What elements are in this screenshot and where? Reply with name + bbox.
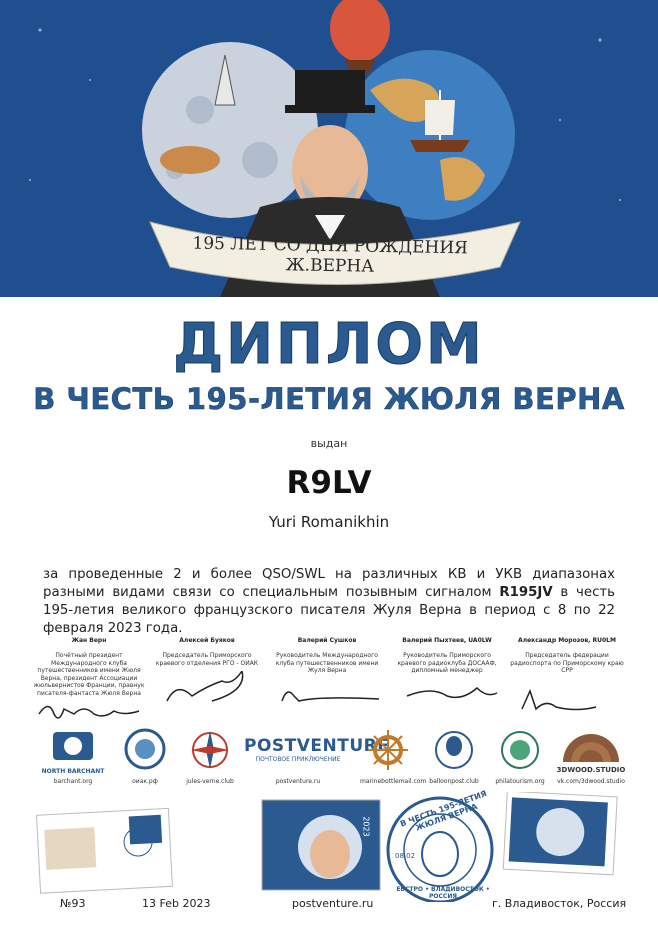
postmark-ring-bottom: ЕВСТРО • ВЛАДИВОСТОК • РОССИЯ bbox=[396, 886, 490, 900]
signer-role: Руководитель Приморского краевого радиоклуба ДОСААФ, дипломный менеджер bbox=[397, 652, 497, 674]
signer-name: Жан Верн bbox=[71, 637, 107, 644]
signatures-section bbox=[30, 637, 630, 727]
globe-emblem-icon bbox=[117, 728, 173, 772]
header-illustration bbox=[0, 0, 658, 297]
globe-traveler-icon bbox=[492, 728, 548, 772]
compass-rose-icon bbox=[182, 728, 238, 772]
logo-caption: jules-verne.club bbox=[186, 778, 234, 785]
stamp-year: 2023 bbox=[361, 816, 371, 837]
signature-image bbox=[272, 683, 382, 707]
logo-postventure bbox=[244, 736, 390, 790]
logo-subtitle: ПОЧТОВОЕ ПРИКЛЮЧЕНИЕ bbox=[255, 756, 341, 763]
signer-name: Александр Морозов, RU0LM bbox=[518, 637, 616, 644]
logo-3dwood-studio bbox=[556, 728, 626, 790]
logo-name: POSTVENTURE bbox=[244, 736, 390, 756]
crest-icon bbox=[40, 728, 106, 764]
issue-date: 13 Feb 2023 bbox=[142, 897, 211, 910]
signature-image bbox=[512, 687, 622, 715]
special-callsign: R195JV bbox=[499, 585, 553, 600]
issued-label: выдан bbox=[310, 437, 348, 450]
recipient-callsign: R9LV bbox=[286, 465, 372, 501]
signature-image bbox=[152, 671, 262, 711]
diploma-number: №93 bbox=[60, 897, 86, 910]
logo-caption: balloonpost.club bbox=[429, 778, 479, 785]
signer-name: Валерий Сушков bbox=[297, 637, 357, 644]
postmark-ring-text: В ЧЕСТЬ 195-ЛЕТИЯ ЖЮЛЯ ВЕРНА bbox=[398, 788, 488, 833]
signer-3 bbox=[268, 637, 386, 675]
logo-philatourism bbox=[492, 728, 548, 790]
stamp-side-text: POSTVENTURE.ru bbox=[246, 765, 256, 844]
footer-website: postventure.ru bbox=[292, 897, 374, 910]
body-part1: за проведенные 2 и более QSO/SWL на различных КВ и УКВ диапазонах разными видами связи со специальным позывным сигналом bbox=[43, 567, 615, 600]
logo-caption: philatourism.org bbox=[495, 778, 545, 785]
signature-image bbox=[392, 681, 502, 705]
partner-logos bbox=[0, 728, 658, 790]
body-part2: в честь 195-летия великого французского писателя Жуля Верна в период с 8 по 22 февраля 2023 года. bbox=[43, 585, 615, 636]
wood-rings-icon bbox=[556, 728, 626, 762]
logo-jules-verne-club bbox=[182, 728, 238, 790]
signer-name: Валерий Пыхтеев, UA0LW bbox=[402, 637, 492, 644]
signer-1 bbox=[30, 637, 148, 697]
signer-name: Алексей Буяков bbox=[179, 637, 235, 644]
signer-role: Руководитель Международного клуба путешественников имени Жуля Верна bbox=[275, 652, 379, 674]
logo-caption: barchant.org bbox=[53, 778, 93, 785]
postmark-date: 08.02 bbox=[395, 852, 416, 860]
signer-2 bbox=[148, 637, 266, 667]
signer-5 bbox=[508, 637, 626, 675]
recipient-name: Yuri Romanikhin bbox=[268, 513, 390, 531]
banner-ribbon-text: 195 ЛЕТ СО ДНЯ РОЖДЕНИЯ Ж.ВЕРНА bbox=[192, 233, 469, 277]
signer-role: Председатель федерации радиоспорта по Приморскому краю СРР bbox=[510, 652, 624, 674]
ship-wheel-icon bbox=[360, 728, 416, 772]
logo-marine-bottle-mail bbox=[360, 728, 427, 790]
balloon-emblem-icon bbox=[426, 728, 482, 772]
logo-caption: оиак.рф bbox=[132, 778, 158, 785]
diploma-title: ДИПЛОМ bbox=[173, 312, 485, 377]
footer-city: г. Владивосток, Россия bbox=[492, 897, 627, 910]
logo-name: 3DWOOD.STUDIO bbox=[556, 766, 626, 774]
envelopes-and-stamp-illustration bbox=[0, 792, 658, 902]
signer-4 bbox=[388, 637, 506, 675]
diploma-body-text bbox=[43, 566, 615, 638]
signer-role: Председатель Приморского краевого отделения РГО - ОИАК bbox=[155, 652, 259, 667]
logo-caption: vk.com/3dwood.studio bbox=[557, 778, 625, 785]
logo-balloon-post-club bbox=[426, 728, 482, 790]
signer-role: Почётный президент Международного клуба путешественников имени Жюля Верна, президент Ассоциации жюльвернистов Франции, правнук писателя-фантаста Жюля Верна bbox=[33, 652, 145, 697]
logo-oiak bbox=[117, 728, 173, 790]
signature-image bbox=[34, 699, 144, 723]
logo-caption: marinebottlemail.com bbox=[360, 778, 427, 785]
logo-caption: postventure.ru bbox=[275, 778, 321, 785]
diploma-subtitle: В ЧЕСТЬ 195-ЛЕТИЯ ЖЮЛЯ ВЕРНА bbox=[33, 382, 625, 416]
logo-name: NORTH BARCHANT bbox=[41, 768, 105, 775]
logo-north-barchant bbox=[40, 728, 106, 790]
